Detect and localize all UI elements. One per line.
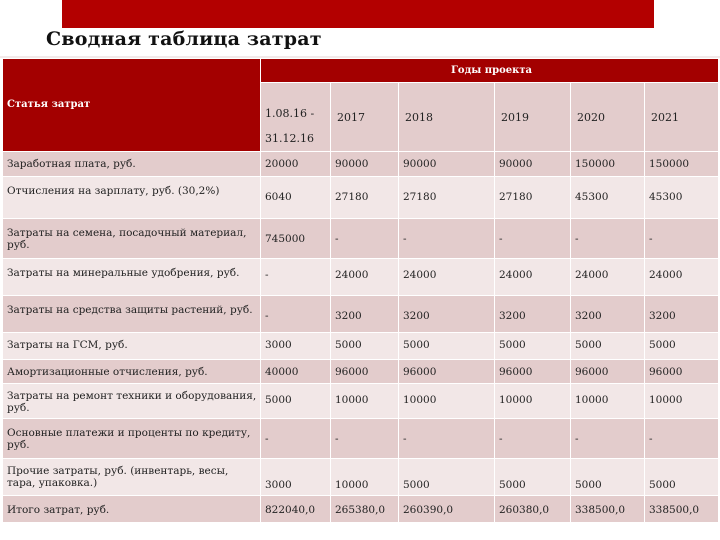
- cell-value: 96000: [331, 360, 399, 384]
- cell-value: 90000: [331, 152, 399, 177]
- cell-value: 5000: [399, 333, 495, 360]
- cell-value: -: [571, 219, 645, 259]
- row-label: Затраты на ГСМ, руб.: [3, 333, 261, 360]
- row-label: Амортизационные отчисления, руб.: [3, 360, 261, 384]
- column-header-year: 2021: [645, 83, 719, 152]
- cell-value: 96000: [399, 360, 495, 384]
- column-group-header-years: Годы проекта: [261, 59, 719, 83]
- cell-value: -: [571, 419, 645, 459]
- cell-value: 5000: [261, 384, 331, 419]
- cell-value: 5000: [571, 459, 645, 496]
- table-row: [3, 219, 719, 259]
- table-row: [3, 384, 719, 419]
- cell-value: 45300: [645, 177, 719, 219]
- row-label: Отчисления на зарплату, руб. (30,2%): [3, 177, 261, 219]
- cell-value: 260390,0: [399, 496, 495, 523]
- table-row: [3, 419, 719, 459]
- row-label: Прочие затраты, руб. (инвентарь, весы, тара, упаковка.): [3, 459, 261, 496]
- cell-value: 10000: [331, 384, 399, 419]
- cell-value: -: [261, 296, 331, 333]
- cell-value: 5000: [399, 459, 495, 496]
- cell-value: 822040,0: [261, 496, 331, 523]
- cell-value: 265380,0: [331, 496, 399, 523]
- cell-value: 745000: [261, 219, 331, 259]
- table-row: [3, 360, 719, 384]
- cell-value: 10000: [571, 384, 645, 419]
- cell-value: 260380,0: [495, 496, 571, 523]
- cell-value: 150000: [645, 152, 719, 177]
- cell-value: 10000: [495, 384, 571, 419]
- cell-value: 150000: [571, 152, 645, 177]
- cell-value: 45300: [571, 177, 645, 219]
- cell-value: 338500,0: [645, 496, 719, 523]
- cell-value: 10000: [331, 459, 399, 496]
- column-header-year: 2019: [495, 83, 571, 152]
- cell-value: 3200: [495, 296, 571, 333]
- table-row: [3, 296, 719, 333]
- table-row: [3, 177, 719, 219]
- cell-value: 3200: [645, 296, 719, 333]
- page-title: Сводная таблица затрат: [46, 28, 322, 50]
- row-label: Затраты на ремонт техники и оборудования, руб.: [3, 384, 261, 419]
- table-row: [3, 459, 719, 496]
- cell-value: -: [261, 259, 331, 296]
- cell-value: 24000: [331, 259, 399, 296]
- cell-value: 10000: [399, 384, 495, 419]
- cell-value: 5000: [571, 333, 645, 360]
- cell-value: 90000: [495, 152, 571, 177]
- table-row: [3, 152, 719, 177]
- table-row: [3, 496, 719, 523]
- row-label: Итого затрат, руб.: [3, 496, 261, 523]
- cell-value: 96000: [645, 360, 719, 384]
- column-header-year: 2018: [399, 83, 495, 152]
- cell-value: 24000: [495, 259, 571, 296]
- cell-value: 27180: [399, 177, 495, 219]
- title-banner: [62, 0, 654, 28]
- cell-value: -: [261, 419, 331, 459]
- cell-value: 20000: [261, 152, 331, 177]
- cell-value: 24000: [645, 259, 719, 296]
- row-label: Затраты на минеральные удобрения, руб.: [3, 259, 261, 296]
- cell-value: 40000: [261, 360, 331, 384]
- cell-value: 3200: [399, 296, 495, 333]
- table-row: [3, 333, 719, 360]
- cell-value: 5000: [645, 459, 719, 496]
- cell-value: 5000: [645, 333, 719, 360]
- cell-value: -: [331, 219, 399, 259]
- cell-value: 3000: [261, 459, 331, 496]
- cell-value: 3200: [571, 296, 645, 333]
- column-header-period: 1.08.16 - 31.12.16: [261, 83, 331, 152]
- cell-value: -: [399, 419, 495, 459]
- cell-value: -: [495, 219, 571, 259]
- cell-value: 27180: [495, 177, 571, 219]
- column-header-article: Статья затрат: [3, 59, 261, 152]
- cell-value: -: [495, 419, 571, 459]
- cell-value: 5000: [495, 333, 571, 360]
- cell-value: 5000: [331, 333, 399, 360]
- cell-value: 90000: [399, 152, 495, 177]
- row-label: Затраты на семена, посадочный материал, руб.: [3, 219, 261, 259]
- cell-value: 27180: [331, 177, 399, 219]
- cell-value: 24000: [399, 259, 495, 296]
- cell-value: 6040: [261, 177, 331, 219]
- row-label: Заработная плата, руб.: [3, 152, 261, 177]
- cost-summary-table: [2, 58, 719, 523]
- column-header-year: 2017: [331, 83, 399, 152]
- cell-value: -: [399, 219, 495, 259]
- cell-value: 96000: [495, 360, 571, 384]
- cell-value: -: [331, 419, 399, 459]
- cell-value: -: [645, 419, 719, 459]
- cell-value: -: [645, 219, 719, 259]
- row-label: Основные платежи и проценты по кредиту, руб.: [3, 419, 261, 459]
- row-label: Затраты на средства защиты растений, руб.: [3, 296, 261, 333]
- cell-value: 10000: [645, 384, 719, 419]
- cell-value: 3200: [331, 296, 399, 333]
- cell-value: 3000: [261, 333, 331, 360]
- column-header-year: 2020: [571, 83, 645, 152]
- cell-value: 338500,0: [571, 496, 645, 523]
- cell-value: 24000: [571, 259, 645, 296]
- cell-value: 5000: [495, 459, 571, 496]
- cell-value: 96000: [571, 360, 645, 384]
- table-row: [3, 259, 719, 296]
